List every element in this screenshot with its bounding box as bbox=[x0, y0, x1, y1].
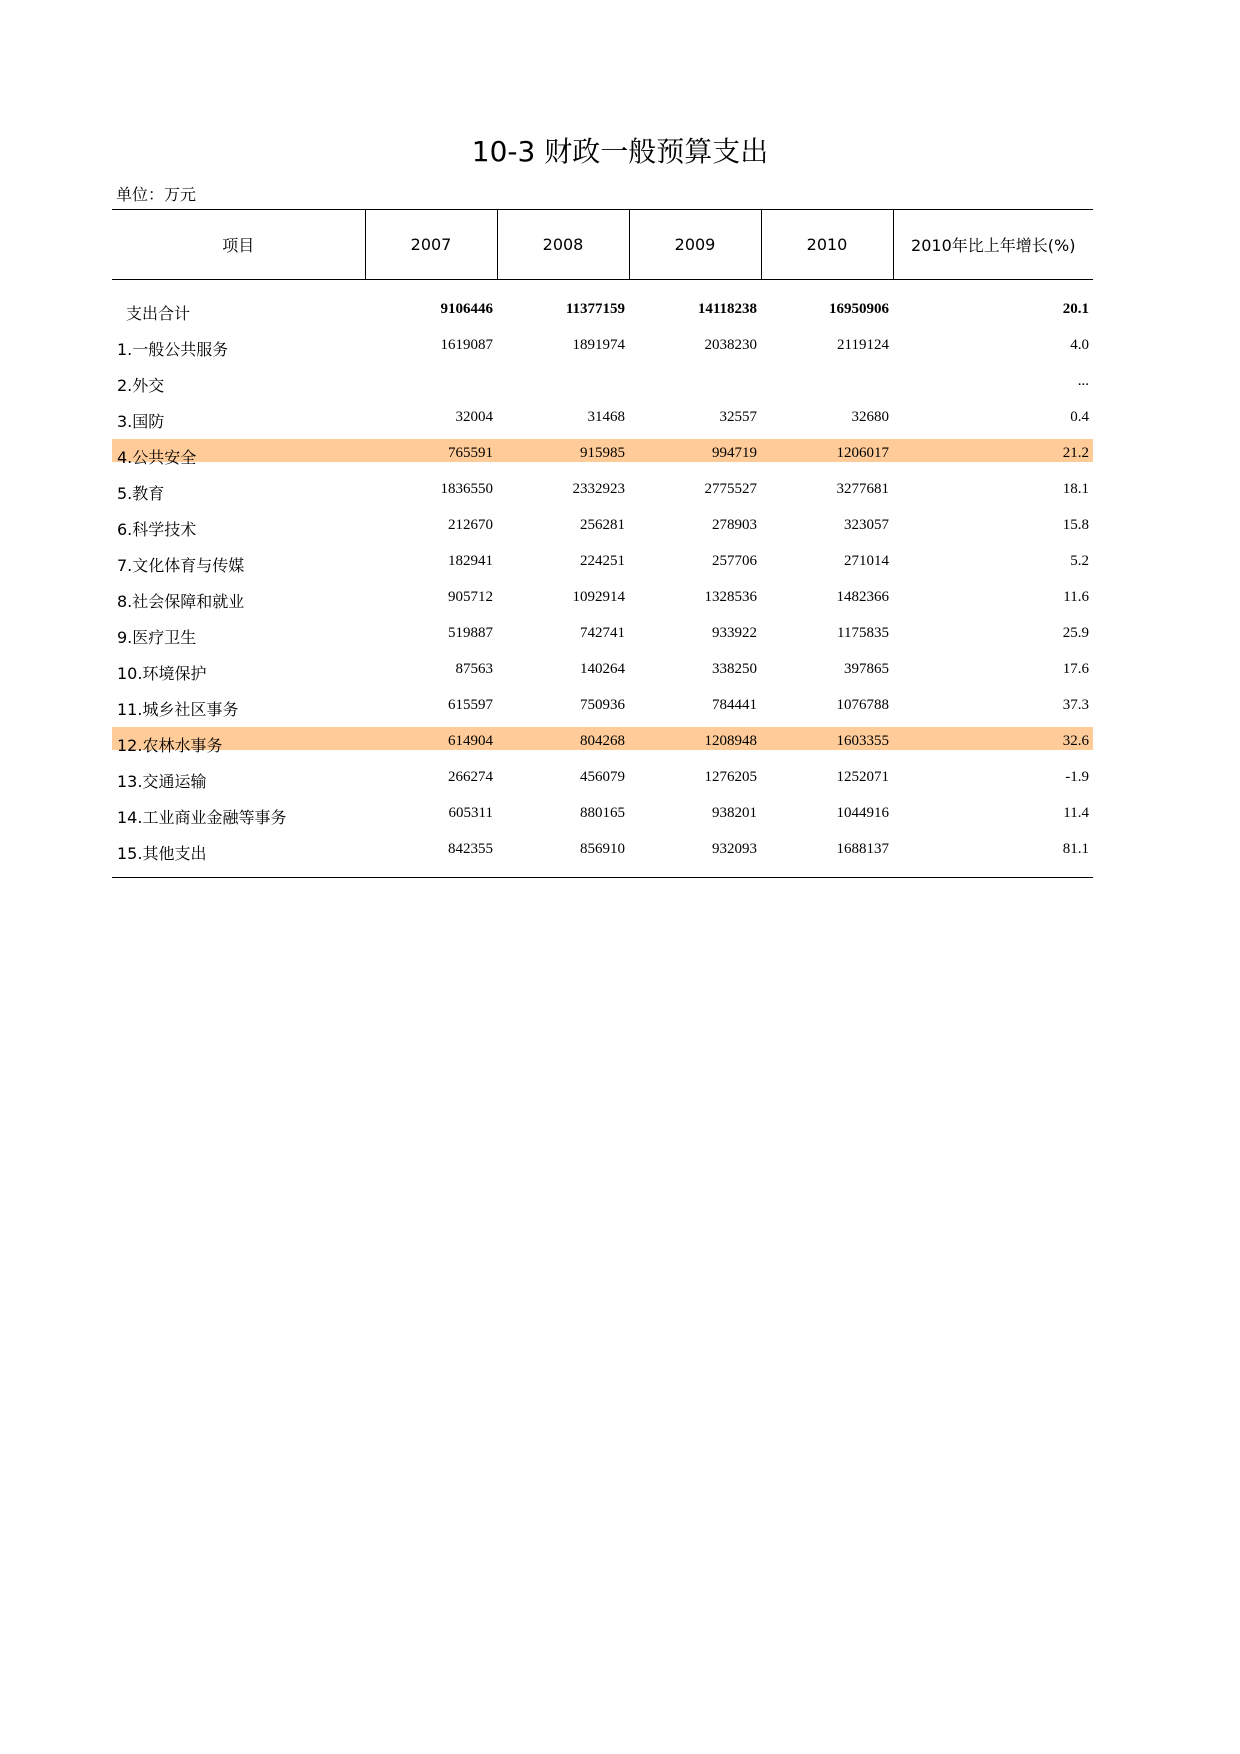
growth-cell: 4.0 bbox=[1070, 337, 1089, 353]
growth-cell: 25.9 bbox=[1062, 625, 1089, 641]
header-growth: 2010年比上年增长(%) bbox=[893, 210, 1093, 280]
value-cell: 2119124 bbox=[837, 337, 889, 353]
growth-cell: 37.3 bbox=[1062, 697, 1089, 713]
value-cell: 1891974 bbox=[572, 337, 625, 353]
table-row bbox=[112, 400, 1093, 436]
value-cell: 765591 bbox=[365, 436, 497, 472]
header-2009: 2009 bbox=[629, 210, 761, 280]
table-row bbox=[112, 796, 1093, 832]
value-cell: 750936 bbox=[580, 697, 625, 713]
row-label: 10.环境保护 bbox=[117, 664, 207, 683]
growth-cell: 17.6 bbox=[1062, 661, 1089, 677]
table-row bbox=[112, 688, 1093, 724]
row-label: 7.文化体育与传媒 bbox=[117, 556, 245, 575]
table-row bbox=[112, 724, 1093, 760]
value-cell: 1688137 bbox=[836, 841, 889, 857]
value-cell: 915985 bbox=[497, 436, 629, 472]
row-label: 1.一般公共服务 bbox=[117, 340, 229, 359]
value-cell: 338250 bbox=[712, 661, 757, 677]
value-cell: 605311 bbox=[448, 805, 493, 821]
row-label: 4.公共安全 bbox=[112, 436, 365, 472]
header-2008: 2008 bbox=[497, 210, 629, 280]
value-cell: 2332923 bbox=[572, 481, 625, 497]
value-cell: 14118238 bbox=[697, 301, 757, 317]
value-cell: 614904 bbox=[365, 724, 497, 760]
value-cell: 1276205 bbox=[704, 769, 757, 785]
table-row bbox=[112, 616, 1093, 652]
value-cell: 9106446 bbox=[440, 301, 493, 317]
value-cell: 1328536 bbox=[704, 589, 757, 605]
value-cell: 2775527 bbox=[704, 481, 757, 497]
growth-cell: 32.6 bbox=[893, 724, 1093, 760]
value-cell: 1076788 bbox=[836, 697, 889, 713]
value-cell: 224251 bbox=[580, 553, 625, 569]
growth-cell: 20.1 bbox=[1062, 301, 1089, 317]
row-label: 支出合计 bbox=[126, 304, 191, 323]
value-cell: 856910 bbox=[580, 841, 625, 857]
growth-cell: ... bbox=[1077, 373, 1089, 389]
unit-label: 单位：万元 bbox=[116, 185, 197, 204]
value-cell: 323057 bbox=[844, 517, 889, 533]
table-row bbox=[112, 652, 1093, 688]
value-cell: 933922 bbox=[712, 625, 757, 641]
value-cell: 519887 bbox=[448, 625, 493, 641]
row-label: 6.科学技术 bbox=[117, 520, 197, 539]
value-cell bbox=[497, 364, 629, 400]
value-cell: 1619087 bbox=[440, 337, 493, 353]
table-row bbox=[112, 328, 1093, 364]
value-cell: 32680 bbox=[851, 409, 889, 425]
value-cell: 804268 bbox=[497, 724, 629, 760]
value-cell: 2038230 bbox=[704, 337, 757, 353]
header-item: 项目 bbox=[112, 210, 365, 280]
value-cell: 905712 bbox=[448, 589, 493, 605]
row-label: 9.医疗卫生 bbox=[117, 628, 197, 647]
growth-cell: 11.4 bbox=[1063, 805, 1089, 821]
header-2007: 2007 bbox=[365, 210, 497, 280]
value-cell: 615597 bbox=[448, 697, 493, 713]
value-cell: 932093 bbox=[712, 841, 757, 857]
value-cell: 1482366 bbox=[836, 589, 889, 605]
value-cell: 742741 bbox=[580, 625, 625, 641]
value-cell: 397865 bbox=[844, 661, 889, 677]
growth-cell: 15.8 bbox=[1062, 517, 1089, 533]
table-header-row bbox=[112, 210, 1093, 280]
value-cell: 456079 bbox=[580, 769, 625, 785]
value-cell: 938201 bbox=[712, 805, 757, 821]
value-cell: 3277681 bbox=[836, 481, 889, 497]
value-cell: 256281 bbox=[580, 517, 625, 533]
value-cell: 994719 bbox=[629, 436, 761, 472]
value-cell: 271014 bbox=[844, 553, 889, 569]
growth-cell: 11.6 bbox=[1063, 589, 1089, 605]
value-cell: 11377159 bbox=[565, 301, 625, 317]
value-cell: 1252071 bbox=[836, 769, 889, 785]
value-cell: 31468 bbox=[587, 409, 625, 425]
table-row bbox=[112, 472, 1093, 508]
value-cell bbox=[365, 364, 497, 400]
growth-cell: 18.1 bbox=[1062, 481, 1089, 497]
table-row bbox=[112, 760, 1093, 796]
value-cell: 880165 bbox=[580, 805, 625, 821]
value-cell: 278903 bbox=[712, 517, 757, 533]
row-label: 12.农林水事务 bbox=[112, 724, 365, 760]
table-row bbox=[112, 832, 1093, 868]
row-label: 8.社会保障和就业 bbox=[117, 592, 245, 611]
row-label: 14.工业商业金融等事务 bbox=[117, 808, 287, 827]
budget-expenditure-table bbox=[112, 209, 1093, 878]
value-cell: 1603355 bbox=[761, 724, 893, 760]
value-cell: 212670 bbox=[448, 517, 493, 533]
value-cell: 140264 bbox=[580, 661, 625, 677]
value-cell bbox=[761, 364, 893, 400]
value-cell bbox=[629, 364, 761, 400]
row-label: 5.教育 bbox=[117, 484, 165, 503]
growth-cell: 0.4 bbox=[1070, 409, 1089, 425]
value-cell: 784441 bbox=[712, 697, 757, 713]
table-row bbox=[112, 580, 1093, 616]
growth-cell: 21.2 bbox=[893, 436, 1093, 472]
total-row bbox=[112, 292, 1093, 328]
table-row bbox=[112, 436, 1093, 472]
value-cell: 32004 bbox=[455, 409, 493, 425]
value-cell: 266274 bbox=[448, 769, 493, 785]
row-label: 3.国防 bbox=[117, 412, 165, 431]
row-label: 2.外交 bbox=[117, 376, 165, 395]
value-cell: 87563 bbox=[455, 661, 493, 677]
growth-cell: 81.1 bbox=[1062, 841, 1089, 857]
value-cell: 257706 bbox=[712, 553, 757, 569]
value-cell: 1092914 bbox=[572, 589, 625, 605]
value-cell: 16950906 bbox=[829, 301, 889, 317]
row-label: 15.其他支出 bbox=[117, 844, 207, 863]
growth-cell: -1.9 bbox=[1065, 769, 1089, 785]
page-title: 10-3 财政一般预算支出 bbox=[471, 135, 769, 168]
table-row bbox=[112, 508, 1093, 544]
table-row bbox=[112, 364, 1093, 400]
row-label: 11.城乡社区事务 bbox=[117, 700, 239, 719]
value-cell: 32557 bbox=[719, 409, 757, 425]
header-2010: 2010 bbox=[761, 210, 893, 280]
row-label: 13.交通运输 bbox=[117, 772, 207, 791]
value-cell: 1208948 bbox=[629, 724, 761, 760]
value-cell: 1206017 bbox=[761, 436, 893, 472]
table-row bbox=[112, 544, 1093, 580]
value-cell: 1836550 bbox=[440, 481, 493, 497]
growth-cell: 5.2 bbox=[1070, 553, 1089, 569]
value-cell: 842355 bbox=[448, 841, 493, 857]
value-cell: 1044916 bbox=[836, 805, 889, 821]
value-cell: 182941 bbox=[448, 553, 493, 569]
value-cell: 1175835 bbox=[837, 625, 889, 641]
